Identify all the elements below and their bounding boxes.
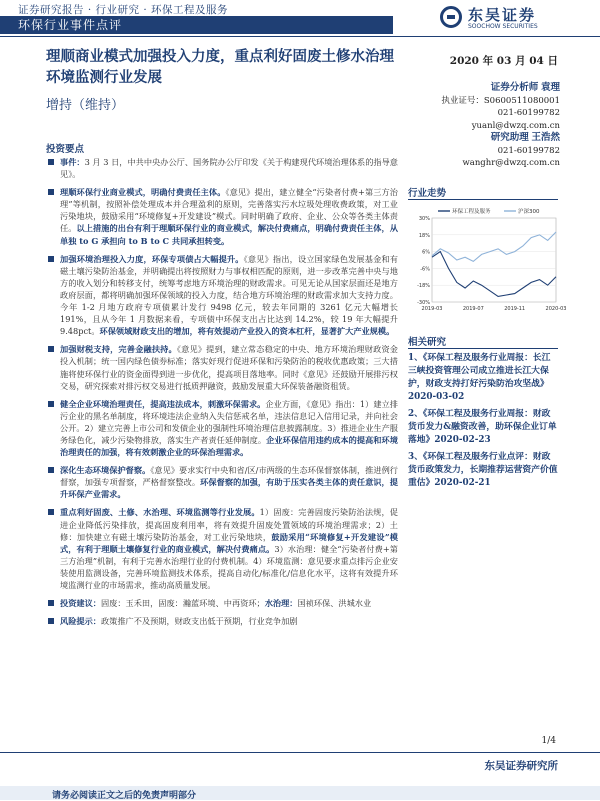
analyst-license: 执业证号：S0600511080001 bbox=[441, 95, 560, 106]
assistant-phone: 021-60199782 bbox=[497, 145, 560, 156]
report-title: 理顺商业模式加强投入力度，重点利好固废土修水治理环境监测行业发展 bbox=[46, 48, 394, 86]
company-logo bbox=[440, 4, 560, 36]
series-line bbox=[432, 232, 556, 261]
section-title: 投资要点 bbox=[46, 144, 85, 155]
rating: 增持（维持） bbox=[46, 98, 125, 113]
disclaimer: 请务必阅读正文之后的免责声明部分 bbox=[52, 791, 197, 801]
related-research-list bbox=[408, 352, 558, 494]
point-paragraph: 风险提示：政策推广不及预期，财政支出低于预期，行业竞争加剧 bbox=[46, 615, 398, 627]
assistant-name: 王浩然 bbox=[531, 132, 560, 143]
footer-divider bbox=[0, 752, 600, 753]
trend-divider bbox=[408, 199, 558, 200]
y-tick-label: -30% bbox=[417, 300, 430, 306]
related-item[interactable]: 3、《环保工程及服务行业点评：财政货币政策发力，长期推荐运营资产价值重估》2020-02-21 bbox=[408, 452, 558, 488]
y-tick-label: 30% bbox=[418, 216, 430, 222]
assistant-email: wanghr@dwzq.com.cn bbox=[462, 158, 560, 168]
analyst-name: 袁理 bbox=[540, 82, 560, 93]
point-paragraph: 重点利好固废、土修、水治理、环境监测等行业发展。1）固废：完善固废污染防治法规，促进企业降低污染排放，提高固废利用率，将有效提升固废处置领域的环境治理需求；2）土修：加快建立有磁土壤污染防治基金，对工业污染地块，鼓励采用“环境修复+开发建设”模式，有利于理顺土壤修复行业的商业模式，解决付费痛点。3）水治理：健全“污染者付费+第三方治理”机制，有利于完善水治理行业的付费机制。4）环境监测：意见要求重点排污企业安装使用监测设备，完善环境监测技术体系，提高自动化/标准化/信息化水平，这将有效提升环境监测行业的市场需求，推动高质量发展。 bbox=[46, 506, 398, 591]
logo-name: 东吴证券 bbox=[468, 6, 537, 24]
logo-icon bbox=[440, 6, 462, 28]
chart-frame bbox=[432, 218, 556, 302]
industry-trend-chart bbox=[408, 204, 567, 316]
x-tick-label: 2019-07 bbox=[462, 306, 484, 312]
investment-points bbox=[46, 156, 398, 633]
related-item[interactable]: 2、《环保工程及服务行业周报：财政货币发力&融资改善，助环保企业订单落地》2020-02-23 bbox=[408, 409, 557, 445]
y-tick-label: 18% bbox=[418, 232, 430, 239]
y-tick-label: -18% bbox=[417, 283, 430, 290]
trend-title: 行业走势 bbox=[408, 188, 447, 199]
analyst-phone: 021-60199782 bbox=[497, 108, 560, 118]
logo-english-name: SOOCHOW SECURITIES bbox=[468, 23, 538, 30]
x-tick-label: 2020-03 bbox=[545, 306, 567, 312]
analyst-role: 证券分析师 bbox=[490, 82, 539, 93]
series-line bbox=[432, 252, 556, 297]
x-tick-label: 2019-11 bbox=[504, 306, 526, 312]
y-tick-label: 6% bbox=[422, 249, 430, 256]
related-title: 相关研究 bbox=[408, 337, 447, 348]
assistant-role: 研究助理 bbox=[490, 132, 529, 143]
report-type-banner: 环保行业事件点评 bbox=[0, 16, 393, 34]
legend-label: 沪深300 bbox=[518, 209, 540, 215]
x-tick-label: 2019-03 bbox=[421, 306, 443, 312]
point-paragraph: 理顺环保行业商业模式，明确付费责任主体。《意见》提出，建立健全“污染者付费+第三方治理”等机制，按照补偿处理成本并合理盈利的原则，完善落实污水垃圾处理收费政策，对工业污染地块，鼓励采用“环境修复+开发建设”模式。同时明确了政府、企业、公众等各类主体责任。以上措施的出台有利于理顺环保行业的商业模式，解决付费痛点，明确付费责任主体，从单独 to G 承担向 to B to C 共同承担转变。 bbox=[46, 186, 398, 246]
related-divider bbox=[408, 348, 558, 349]
legend-label: 环保工程及服务 bbox=[452, 209, 491, 215]
point-paragraph: 加强财税支持，完善金融扶持。《意见》提到，建立常态稳定的中央、地方环境治理财政资金投入机制；统一国内绿色债券标准；落实好现行促进环保和污染防治的税收优惠政策；三大措施将使环保行业的资金面得到进一步优化，提高项目落地率。同时《意见》还鼓励开展排污权交易，研究探索对排污权交易进行抵质押融资，鼓励发展重大环保装备融资租赁。 bbox=[46, 343, 398, 391]
analyst-email: yuanl@dwzq.com.cn bbox=[471, 120, 560, 131]
point-paragraph: 深化生态环境保护督察。《意见》要求实行中央和省/区/市两级的生态环保督察体制，推进例行督察，加强专项督察，严格督察整改。环保督察的加强，有助于压实各类主体的责任意识，提升环保产业需求。 bbox=[46, 464, 398, 500]
report-date: 2020 年 03 月 04 日 bbox=[449, 55, 558, 67]
point-paragraph: 投资建议：固废：玉禾田，固废：瀚蓝环境、中再资环；水治理：国祯环保、洪城水业 bbox=[46, 597, 398, 609]
point-paragraph: 健全企业环境治理责任，提高违法成本，刺激环保需求。企业方面，《意见》指出：1）建立排污企业的黑名单制度，将环境违法企业纳入失信惩戒名单，违法信息记入信用记录，并向社会公开。2）建立完善上市公司和发债企业的强制性环境治理信息披露制度。3）推进企业生产服务绿色化，减少污染物排放，落实生产者责任延伸制度。企业环保信用违约成本的提高和环境治理责任的加强，将有效刺激企业的环保治理需求。 bbox=[46, 398, 398, 458]
related-item[interactable]: 1、《环保工程及服务行业周报：长江三峡投资管理公司成立推进长江大保护，财政支持打好污染防治攻坚战》2020-03-02 bbox=[408, 353, 551, 402]
header-tags: 证券研究报告 · 行业研究 · 环保工程及服务 bbox=[18, 4, 229, 16]
footer-brand: 东吴证券研究所 bbox=[484, 760, 558, 772]
analyst-info bbox=[440, 82, 560, 170]
point-paragraph: 事件：3 月 3 日，中共中央办公厅、国务院办公厅印发《关于构建现代环境治理体系的指导意见》。 bbox=[46, 156, 398, 180]
page-number: 1/4 bbox=[541, 736, 556, 746]
header-divider bbox=[0, 36, 600, 37]
y-tick-label: -6% bbox=[420, 266, 430, 273]
point-paragraph: 加强环境治理投入力度，环保专项债占大幅提升。《意见》指出，设立国家绿色发展基金和有磁土壤污染防治基金，并明确提出将按照财力与事权相匹配的原则，进一步改革完善中央与地方的收入划分和转移支付，统筹考虑地方环境治理的财政需求。可见无论从国家层面还是地方政府层面，都将明确加强环保领域的投入力度，结合地方环境治理的财政需求加大支持力度。今年 1-2 月地方政府专项债累计发行 9498 亿元，较去年同期的 3261 亿元大幅增长 191%，且从今年 1 月数据来看，专项债中环保支出占比达到 14.2%，较 19 年大幅提升 9.48pct。环保领域财政支出的增加，将有效提动产业投入的资本杠杆，显著扩大产业规模。 bbox=[46, 253, 398, 338]
